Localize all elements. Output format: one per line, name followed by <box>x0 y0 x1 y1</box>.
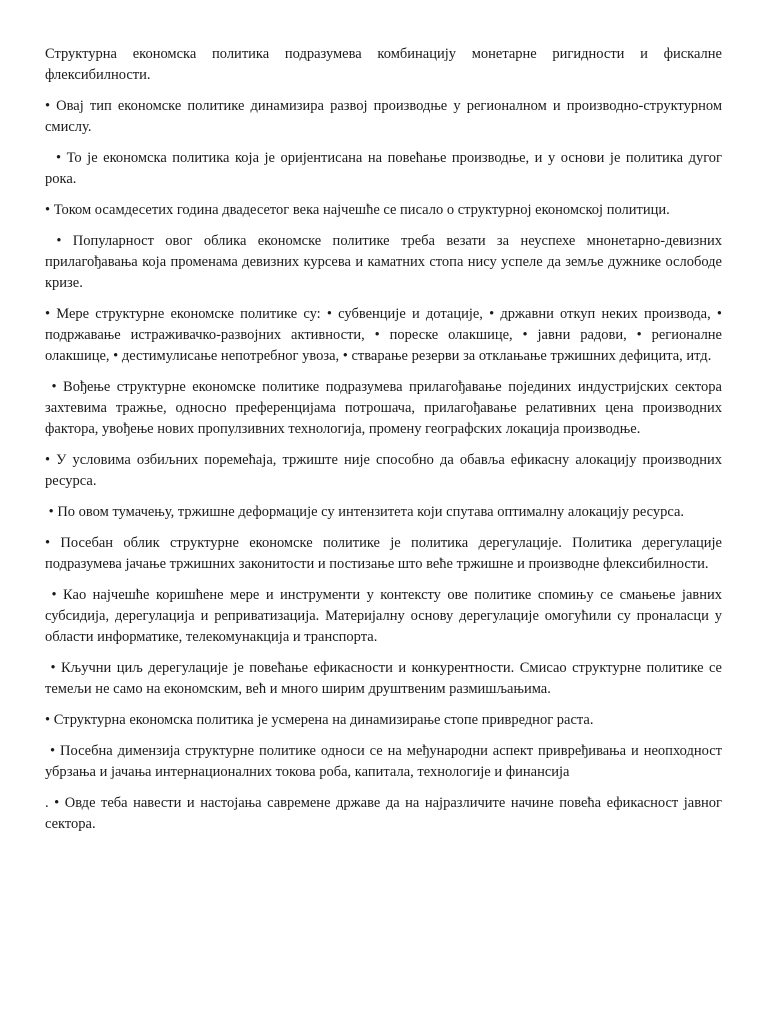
paragraph-10: • Посебан облик структурне економске политике је политика дерегулације. Политика дерегулације подразумева јачање тржишних законитости и постизање што веће тржишне и производне флексибилности. <box>45 535 726 572</box>
paragraph-8: • У условима озбиљних поремећаја, тржиште није способно да обавља ефикасну алокацију производних ресурса. <box>45 452 726 489</box>
paragraph-13: • Структурна економска политика је усмерена на динамизирање стопе привредног раста. <box>45 712 594 728</box>
paragraph-15: . • Овде теба навести и настојања савремене државе да на најразличите начине повећа ефикасност јавног сектора. <box>45 795 726 832</box>
paragraph-7: • Вођење структурне економске политике подразумева прилагођавање појединих индустријских сектора захтевима тражње, односно преференцијама потрошача, прилагођавање релативних цена производних фактора, увођење нових пропулзивних технологија, промену географских локација производње. <box>45 379 726 437</box>
paragraph-9: • По овом тумачењу, тржишне деформације су интензитета који спутава оптималну алокацију ресурса. <box>45 504 685 520</box>
paragraph-3: • То је економска политика која је оријентисана на повећање производње, и у основи је политика дугог рока. <box>45 150 726 187</box>
paragraph-4: • Током осамдесетих година двадесетог века најчешће се писало о структурној економској политици. <box>45 202 670 218</box>
document-page <box>45 44 726 845</box>
paragraph-14: • Посебна димензија структурне политике односи се на међународни аспект привређивања и неопходност убрзања и јачања интернационалних токова роба, капитала, технологије и финансија <box>45 743 726 780</box>
paragraph-5: • Популарност овог облика економске политике треба везати за неуспехе мнонетарно-девизних прилагођавања која променама девизних курсева и каматних стопа нису успеле да земље дужнике ослободе кризе. <box>45 233 726 291</box>
paragraph-11: • Као најчешће коришћене мере и инструменти у контексту ове политике спомињу се смањење јавних субсидија, дерегулација и реприватизација. Материјалну основу дерегулације омогућили су проналасци у области информатике, телекомунакција и транспорта. <box>45 587 726 645</box>
paragraph-12: • Кључни циљ дерегулације је повећање ефикасности и конкурентности. Смисао структурне политике се темељи не само на економским, већ и много ширим друштвеним размишљањима. <box>45 660 726 697</box>
paragraph-1: Структурна економска политика подразумева комбинацију монетарне ригидности и фискалне флексибилности. <box>45 46 726 83</box>
paragraph-6: • Мере структурне економске политике су: • субвенције и дотације, • државни откуп неких производа, • подржавање истраживачко-развојних активности, • пореске олакшице, • јавни радови, • регионалне олакшице, • дестимулисање непотребног увоза, • стварање резерви за отклањање тржишних дефицита, итд. <box>45 306 726 364</box>
paragraph-2: • Овај тип економске политике динамизира развој производње у регионалном и производно-структурном смислу. <box>45 98 726 135</box>
